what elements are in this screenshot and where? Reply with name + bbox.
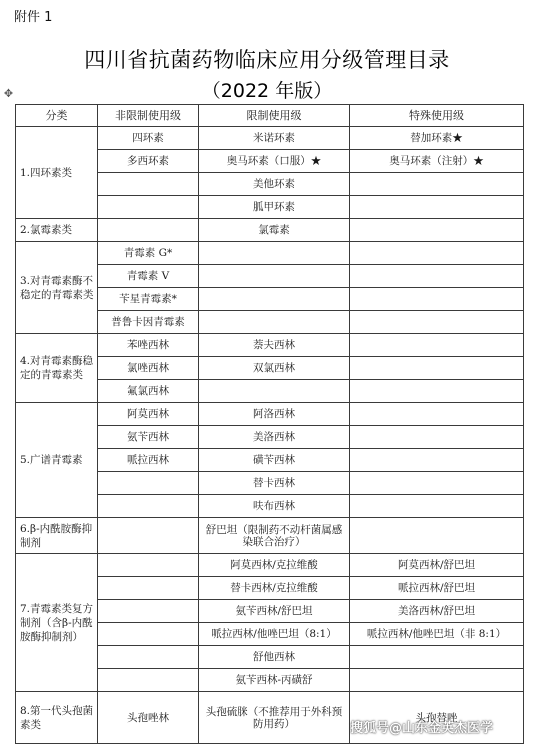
unrestricted-cell: 青霉素 G* [98, 242, 199, 265]
restricted-cell [199, 242, 350, 265]
special-cell: 美洛西林/舒巴坦 [350, 600, 524, 623]
unrestricted-cell [98, 600, 199, 623]
restricted-cell: 氨苄西林-丙磺舒 [199, 669, 350, 692]
special-cell [350, 173, 524, 196]
special-cell: 阿莫西林/舒巴坦 [350, 554, 524, 577]
document-subtitle: （2022 年版） [201, 80, 333, 102]
special-cell [350, 357, 524, 380]
unrestricted-cell [98, 196, 199, 219]
category-cell: 4.对青霉素酶稳定的青霉素类 [16, 334, 98, 403]
unrestricted-cell: 多西环素 [98, 150, 199, 173]
unrestricted-cell [98, 646, 199, 669]
header-unrestricted: 非限制使用级 [98, 105, 199, 127]
table-row [16, 242, 524, 265]
restricted-cell: 米诺环素 [199, 127, 350, 150]
restricted-cell: 舒巴坦（限制药不动杆菌属感染联合治疗） [199, 518, 350, 554]
unrestricted-cell [98, 577, 199, 600]
restricted-cell: 萘夫西林 [199, 334, 350, 357]
table-row [16, 127, 524, 150]
special-cell [350, 219, 524, 242]
special-cell [350, 196, 524, 219]
category-cell: 5.广谱青霉素 [16, 403, 98, 518]
special-cell [350, 403, 524, 426]
restricted-cell: 磺苄西林 [199, 449, 350, 472]
category-cell: 6.β-内酰胺酶抑制剂 [16, 518, 98, 554]
unrestricted-cell: 头孢唑林 [98, 692, 199, 744]
special-cell: 头孢替唑 [350, 692, 524, 744]
header-category: 分类 [16, 105, 98, 127]
unrestricted-cell [98, 669, 199, 692]
special-cell [350, 311, 524, 334]
special-cell: 哌拉西林/舒巴坦 [350, 577, 524, 600]
document-title: 四川省抗菌药物临床应用分级管理目录 [84, 48, 450, 72]
unrestricted-cell: 哌拉西林 [98, 449, 199, 472]
restricted-cell: 哌拉西林/他唑巴坦（8:1） [199, 623, 350, 646]
attachment-label: 附件 1 [14, 10, 53, 25]
unrestricted-cell: 青霉素 V [98, 265, 199, 288]
restricted-cell [199, 288, 350, 311]
unrestricted-cell: 氯唑西林 [98, 357, 199, 380]
unrestricted-cell: 普鲁卡因青霉素 [98, 311, 199, 334]
unrestricted-cell: 苄星青霉素* [98, 288, 199, 311]
restricted-cell: 美他环素 [199, 173, 350, 196]
table-row [16, 403, 524, 426]
table-row [16, 554, 524, 577]
category-cell: 2.氯霉素类 [16, 219, 98, 242]
table-row [16, 219, 524, 242]
restricted-cell: 氨苄西林/舒巴坦 [199, 600, 350, 623]
table-header-row [16, 105, 524, 127]
special-cell [350, 426, 524, 449]
restricted-cell: 双氯西林 [199, 357, 350, 380]
restricted-cell: 氯霉素 [199, 219, 350, 242]
special-cell: 奥马环素（注射）★ [350, 150, 524, 173]
special-cell [350, 518, 524, 554]
table-move-handle-icon[interactable]: ✥ [3, 87, 14, 100]
special-cell [350, 288, 524, 311]
restricted-cell [199, 265, 350, 288]
category-cell: 3.对青霉素酶不稳定的青霉素类 [16, 242, 98, 334]
special-cell: 哌拉西林/他唑巴坦（非 8:1） [350, 623, 524, 646]
unrestricted-cell [98, 623, 199, 646]
special-cell [350, 242, 524, 265]
restricted-cell: 呋布西林 [199, 495, 350, 518]
restricted-cell: 替卡西林 [199, 472, 350, 495]
restricted-cell: 奥马环素（口服）★ [199, 150, 350, 173]
restricted-cell: 头孢硫脒（不推荐用于外科预防用药） [199, 692, 350, 744]
restricted-cell: 美洛西林 [199, 426, 350, 449]
special-cell [350, 380, 524, 403]
restricted-cell: 舒他西林 [199, 646, 350, 669]
special-cell [350, 472, 524, 495]
unrestricted-cell [98, 219, 199, 242]
special-cell: 替加环素★ [350, 127, 524, 150]
restricted-cell: 阿洛西林 [199, 403, 350, 426]
watermark-text: 搜狐号@山东金英杰医学 [350, 721, 494, 736]
category-cell: 1.四环素类 [16, 127, 98, 219]
table-row [16, 518, 524, 554]
restricted-cell: 阿莫西林/克拉维酸 [199, 554, 350, 577]
unrestricted-cell [98, 554, 199, 577]
table-row [16, 334, 524, 357]
special-cell [350, 449, 524, 472]
restricted-cell: 胍甲环素 [199, 196, 350, 219]
special-cell [350, 669, 524, 692]
category-cell: 7.青霉素类复方制剂（含β-内酰胺酶抑制剂） [16, 554, 98, 692]
header-restricted: 限制使用级 [199, 105, 350, 127]
special-cell [350, 334, 524, 357]
unrestricted-cell: 氨苄西林 [98, 426, 199, 449]
category-cell: 8.第一代头孢菌素类 [16, 692, 98, 744]
unrestricted-cell [98, 495, 199, 518]
unrestricted-cell: 氟氯西林 [98, 380, 199, 403]
unrestricted-cell: 阿莫西林 [98, 403, 199, 426]
unrestricted-cell: 苯唑西林 [98, 334, 199, 357]
drug-classification-table [15, 104, 524, 744]
header-special: 特殊使用级 [350, 105, 524, 127]
special-cell [350, 646, 524, 669]
special-cell [350, 495, 524, 518]
unrestricted-cell [98, 173, 199, 196]
restricted-cell: 替卡西林/克拉维酸 [199, 577, 350, 600]
restricted-cell [199, 380, 350, 403]
unrestricted-cell: 四环素 [98, 127, 199, 150]
unrestricted-cell [98, 472, 199, 495]
restricted-cell [199, 311, 350, 334]
unrestricted-cell [98, 518, 199, 554]
special-cell [350, 265, 524, 288]
